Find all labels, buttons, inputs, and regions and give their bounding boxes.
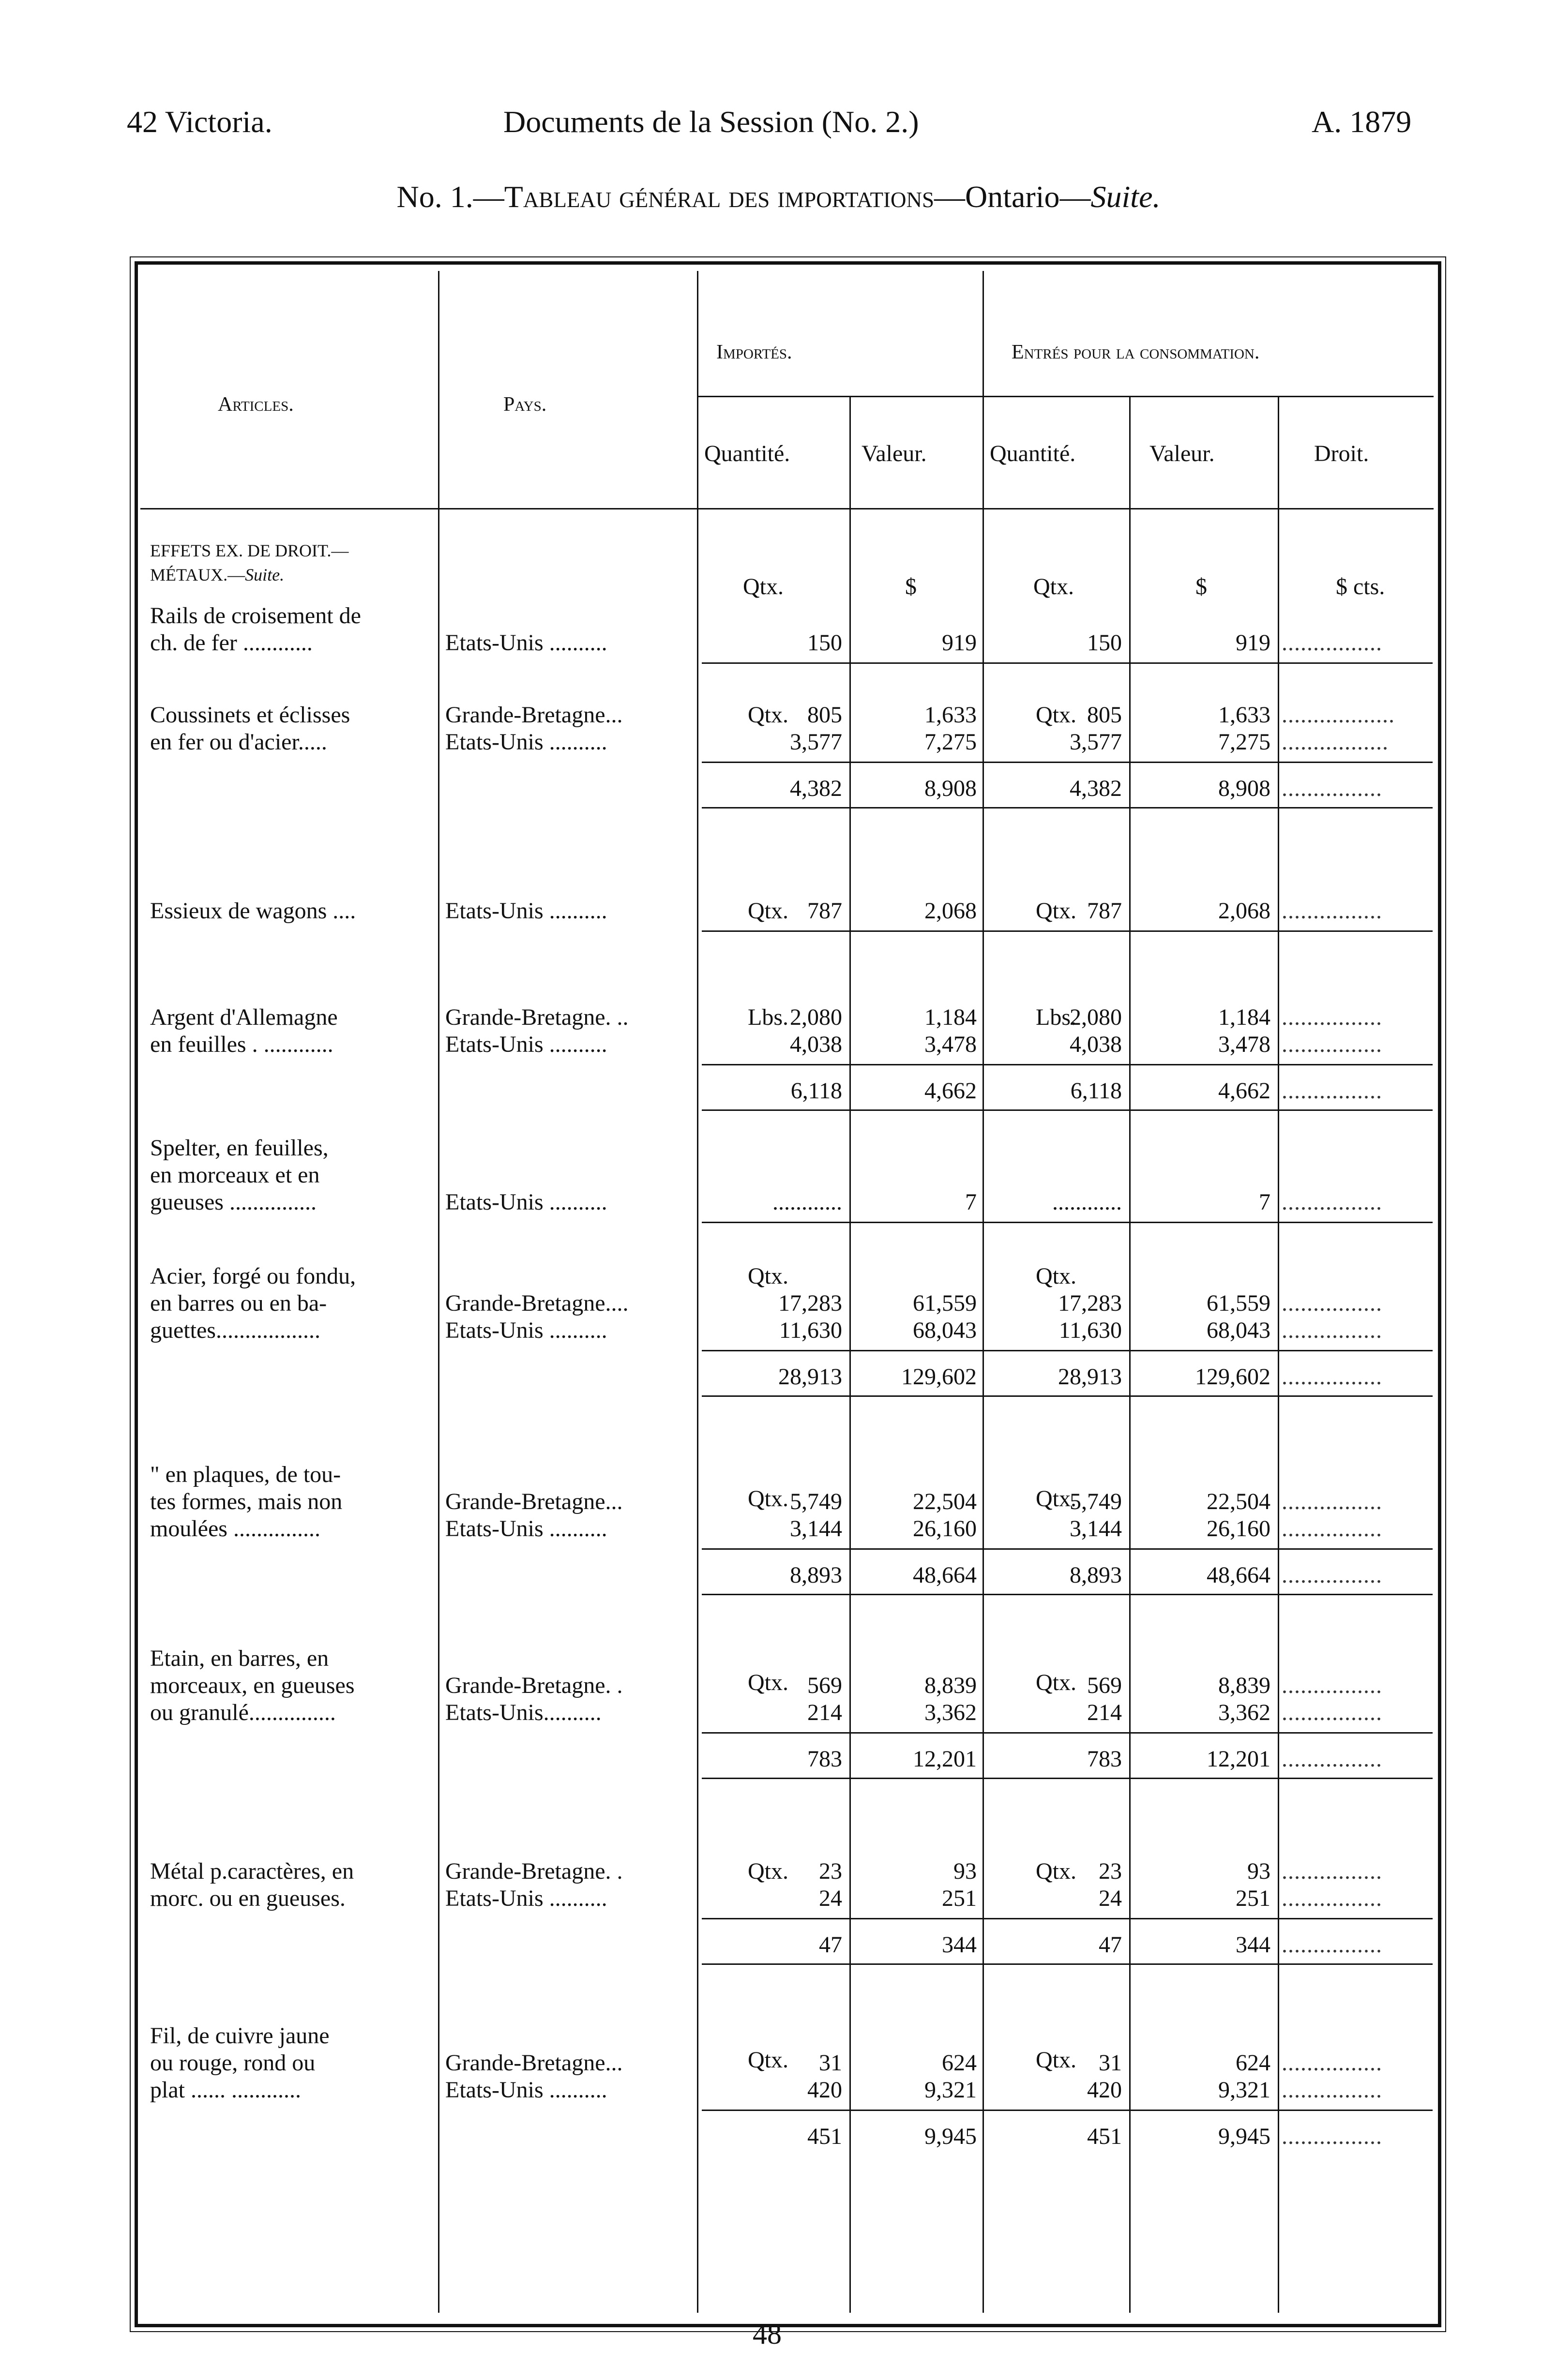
cell-total-imported-value: 9,945 [924,2124,977,2149]
unit-label: Qtx. [748,1263,788,1289]
cell-entered-quantity: 3,577 [1070,729,1122,755]
cell-imported-quantity: 23 [819,1858,842,1884]
table-title-text: Tableau général des importations [504,180,935,214]
cell-total-imported-quantity: 4,382 [790,776,842,801]
header-right: A. 1879 [1312,105,1412,139]
cell-imported-quantity: ............ [772,1189,842,1215]
unit-imp-dollar: $ [905,574,917,599]
cell-imported-value: 919 [942,630,977,656]
cell-imported-value: 26,160 [913,1516,977,1542]
unit-ent-qtx: Qtx. [1033,574,1074,599]
article-label: morc. ou en gueuses. [150,1886,346,1911]
cell-imported-quantity: 214 [807,1700,842,1725]
cell-entered-value: 7 [1259,1189,1270,1215]
cell-imported-value: 1,633 [924,702,977,728]
group-rule [702,1963,1433,1965]
cell-duty: ................ [1282,1032,1382,1057]
table-title-province: —Ontario— [934,180,1091,214]
col-divider-5 [1129,397,1131,2313]
cell-total-entered-quantity: 6,118 [1070,1078,1122,1104]
cell-total-duty: ................ [1282,1932,1382,1958]
cell-total-entered-quantity: 8,893 [1070,1562,1122,1588]
cell-imported-quantity: 569 [807,1673,842,1698]
section-subheading [150,561,284,588]
cell-total-imported-quantity: 47 [819,1932,842,1958]
cell-total-entered-value: 344 [1236,1932,1270,1958]
cell-imported-quantity: 11,630 [779,1317,842,1343]
cell-total-duty: ................ [1282,1562,1382,1588]
cell-entered-quantity: 17,283 [1058,1290,1122,1316]
cell-total-entered-value: 129,602 [1195,1364,1270,1390]
country-label: Grande-Bretagne... [445,702,623,728]
cell-total-entered-quantity: 783 [1087,1746,1122,1772]
header-rule-mid [697,396,1434,397]
cell-total-imported-quantity: 6,118 [790,1078,842,1104]
cell-entered-quantity: 569 [1087,1673,1122,1698]
unit-label: Qtx. [748,1670,788,1695]
cell-total-imported-value: 12,201 [913,1746,977,1772]
cell-total-entered-value: 9,945 [1218,2124,1270,2149]
cell-duty: ................ [1282,1189,1382,1215]
cell-entered-quantity: 11,630 [1058,1317,1122,1343]
country-label: Grande-Bretagne.... [445,1290,629,1316]
country-label: Grande-Bretagne... [445,2050,623,2076]
article-label: Acier, forgé ou fondu, [150,1263,356,1289]
col-header-valeur: Valeur. [862,441,927,466]
cell-imported-value: 93 [953,1858,977,1884]
col-divider-1 [438,271,439,2313]
col-divider-6 [1278,397,1279,2313]
unit-label: Qtx. [748,898,788,924]
cell-imported-quantity: 5,749 [790,1489,842,1514]
country-label: Etats-Unis .......... [445,898,607,924]
col-header-quantite: Quantité. [704,441,790,466]
header-center: Documents de la Session (No. 2.) [503,105,919,139]
cell-imported-quantity: 3,144 [790,1516,842,1542]
cell-total-duty: ................ [1282,1078,1382,1104]
cell-entered-value: 8,839 [1218,1673,1270,1698]
subtotal-rule [702,1064,1433,1065]
subtotal-rule [702,1732,1433,1734]
article-label: en barres ou en ba- [150,1290,327,1316]
country-label: Etats-Unis .......... [445,1189,607,1215]
group-rule [702,1778,1433,1779]
col-header-droit: Droit. [1314,441,1369,466]
article-label: tes formes, mais non [150,1489,343,1514]
section-subheading-suite: Suite. [245,565,285,584]
cell-entered-quantity: 214 [1087,1700,1122,1725]
unit-label: Qtx. [748,1486,788,1512]
group-rule [702,1594,1433,1595]
article-label: Argent d'Allemagne [150,1004,338,1030]
cell-total-imported-quantity: 783 [807,1746,842,1772]
cell-imported-value: 61,559 [913,1290,977,1316]
cell-total-imported-quantity: 8,893 [790,1562,842,1588]
cell-entered-value: 251 [1236,1886,1270,1911]
cell-imported-quantity: 24 [819,1886,842,1911]
col-header-entres: Entrés pour la consommation. [1012,341,1260,363]
cell-imported-quantity: 31 [819,2050,842,2076]
cell-entered-value: 22,504 [1207,1489,1270,1514]
cell-total-duty: ................ [1282,1364,1382,1390]
unit-label: Lbs. [748,1004,788,1030]
cell-total-entered-quantity: 47 [1099,1932,1122,1958]
group-rule [702,807,1433,808]
subtotal-rule [702,1548,1433,1550]
unit-ent-dollar: $ [1195,574,1207,599]
article-label: en feuilles . ............ [150,1032,333,1057]
country-label: Grande-Bretagne... [445,1489,623,1514]
cell-entered-quantity: 24 [1099,1886,1122,1911]
country-label: Etats-Unis .......... [445,630,607,656]
cell-total-entered-quantity: 4,382 [1070,776,1122,801]
cell-total-duty: ................ [1282,1746,1382,1772]
cell-entered-quantity: 2,080 [1070,1004,1122,1030]
cell-total-entered-quantity: 28,913 [1058,1364,1122,1390]
group-rule [702,930,1433,932]
cell-imported-value: 7 [965,1189,977,1215]
table-title-dash: — [473,180,504,214]
cell-imported-quantity: 805 [807,702,842,728]
cell-entered-quantity: 3,144 [1070,1516,1122,1542]
country-label: Grande-Bretagne. . [445,1858,623,1884]
group-rule [702,1222,1433,1223]
cell-total-imported-quantity: 28,913 [778,1364,842,1390]
cell-duty: ................ [1282,1673,1382,1698]
country-label: Etats-Unis .......... [445,1516,607,1542]
cell-imported-value: 624 [942,2050,977,2076]
article-label: plat ...... ............ [150,2077,301,2103]
article-label: guettes.................. [150,1317,320,1343]
cell-duty: ................ [1282,1290,1382,1316]
cell-imported-value: 3,362 [924,1700,977,1725]
cell-imported-quantity: 2,080 [790,1004,842,1030]
article-label: ch. de fer ............ [150,630,313,656]
cell-imported-quantity: 787 [807,898,842,924]
unit-droit-dollar-cts [1336,573,1385,600]
cell-duty: ................ [1282,2050,1382,2076]
table-number: No. 1. [396,180,473,214]
unit-label: Qtx. [1036,1670,1076,1695]
cell-entered-quantity: 5,749 [1070,1489,1122,1514]
unit-imp-qtx: Qtx. [743,574,784,599]
col-divider-3 [849,397,851,2313]
article-label: ou rouge, rond ou [150,2050,316,2076]
article-label: en fer ou d'acier..... [150,729,327,755]
cell-total-entered-value: 48,664 [1207,1562,1270,1588]
col-divider-4 [983,271,984,2313]
col-divider-2 [697,271,698,2313]
cell-entered-value: 9,321 [1218,2077,1270,2103]
cell-imported-value: 8,839 [924,1673,977,1698]
country-label: Etats-Unis .......... [445,1886,607,1911]
cell-entered-quantity: 150 [1087,630,1122,656]
unit-label: Qtx. [748,702,788,728]
cell-duty: ................ [1282,1489,1382,1514]
cell-total-duty: ................ [1282,776,1382,801]
unit-label: Qtx. [1036,1858,1076,1884]
group-rule [702,662,1433,664]
article-label: moulées ............... [150,1516,320,1542]
cell-entered-quantity: 805 [1087,702,1122,728]
cell-imported-quantity: 3,577 [790,729,842,755]
cell-imported-quantity: 17,283 [778,1290,842,1316]
country-label: Etats-Unis .......... [445,1032,607,1057]
unit-label: Qtx. [1036,2047,1076,2073]
cell-entered-quantity: 787 [1087,898,1122,924]
col-header-quantite-2: Quantité. [990,441,1076,466]
unit-droit-cts: cts. [1353,574,1385,599]
unit-label: Qtx. [1036,702,1076,728]
cell-duty: ................ [1282,1700,1382,1725]
cell-imported-quantity: 4,038 [790,1032,842,1057]
cell-entered-value: 919 [1236,630,1270,656]
cell-total-entered-value: 8,908 [1218,776,1270,801]
subtotal-rule [702,2110,1433,2111]
cell-entered-value: 2,068 [1218,898,1270,924]
cell-total-imported-value: 344 [942,1932,977,1958]
article-label: Métal p.caractères, en [150,1858,354,1884]
cell-entered-value: 26,160 [1207,1516,1270,1542]
unit-droit-dollar: $ [1336,574,1347,599]
article-label: Essieux de wagons .... [150,898,356,924]
col-header-importes: Importés. [716,341,792,363]
cell-total-imported-value: 4,662 [924,1078,977,1104]
unit-label: Qtx. [1036,1486,1076,1512]
cell-duty: ................ [1282,898,1382,924]
cell-entered-value: 624 [1236,2050,1270,2076]
cell-duty: ................ [1282,1516,1382,1542]
cell-imported-value: 2,068 [924,898,977,924]
article-label: " en plaques, de tou- [150,1462,341,1487]
cell-imported-quantity: 150 [807,630,842,656]
country-label: Etats-Unis .......... [445,2077,607,2103]
unit-label: Qtx. [1036,898,1076,924]
subtotal-rule [702,1918,1433,1919]
article-label: ou granulé............... [150,1700,336,1725]
cell-duty: ................ [1282,630,1382,656]
cell-total-imported-value: 8,908 [924,776,977,801]
cell-entered-quantity: 23 [1099,1858,1122,1884]
col-header-pays: Pays. [503,393,547,416]
cell-entered-value: 1,633 [1218,702,1270,728]
country-label: Etats-Unis .......... [445,729,607,755]
cell-total-entered-quantity: 451 [1087,2124,1122,2149]
cell-imported-value: 9,321 [924,2077,977,2103]
unit-label: Qtx. [748,2047,788,2073]
article-label: Rails de croisement de [150,603,361,629]
page-number: 48 [753,2318,782,2350]
header-rule-bottom [140,508,1434,509]
cell-total-imported-value: 129,602 [901,1364,977,1390]
group-rule [702,1395,1433,1397]
cell-entered-value: 3,478 [1218,1032,1270,1057]
cell-imported-quantity: 420 [807,2077,842,2103]
cell-imported-value: 7,275 [924,729,977,755]
cell-entered-quantity: 420 [1087,2077,1122,2103]
article-label: morceaux, en gueuses [150,1673,355,1698]
article-label: gueuses ............... [150,1189,317,1215]
cell-imported-value: 22,504 [913,1489,977,1514]
country-label: Etats-Unis.......... [445,1700,602,1725]
cell-total-entered-value: 12,201 [1207,1746,1270,1772]
cell-duty: ................ [1282,1858,1382,1884]
cell-duty: ................ [1282,1004,1382,1030]
article-label: en morceaux et en [150,1162,320,1188]
cell-duty: ................ [1282,1886,1382,1911]
cell-total-imported-value: 48,664 [913,1562,977,1588]
cell-duty: ................ [1282,1317,1382,1343]
article-label: Etain, en barres, en [150,1646,329,1671]
cell-entered-value: 61,559 [1207,1290,1270,1316]
cell-entered-value: 93 [1247,1858,1270,1884]
article-label: Fil, de cuivre jaune [150,2023,330,2049]
col-header-valeur-2: Valeur. [1149,441,1215,466]
cell-total-duty: ................ [1282,2124,1382,2149]
cell-entered-value: 3,362 [1218,1700,1270,1725]
unit-label: Qtx. [748,1858,788,1884]
cell-imported-value: 1,184 [924,1004,977,1030]
col-header-articles: Articles. [218,393,294,416]
cell-entered-quantity: 31 [1099,2050,1122,2076]
section-subheading-text: MÉTAUX.— [150,565,245,584]
cell-duty: ................. [1282,729,1389,755]
country-label: Grande-Bretagne. .. [445,1004,629,1030]
cell-total-entered-value: 4,662 [1218,1078,1270,1104]
unit-label: Qtx. [1036,1263,1076,1289]
group-rule [702,1109,1433,1111]
cell-entered-quantity: ............ [1052,1189,1122,1215]
country-label: Grande-Bretagne. . [445,1673,623,1698]
cell-duty: ................ [1282,2077,1382,2103]
cell-total-imported-quantity: 451 [807,2124,842,2149]
article-label: Coussinets et éclisses [150,702,350,728]
cell-duty: .................. [1282,702,1395,728]
cell-entered-value: 1,184 [1218,1004,1270,1030]
table-title-suite: Suite. [1090,180,1161,214]
table-title [0,179,1557,215]
article-label: Spelter, en feuilles, [150,1135,329,1161]
unit-label: Lbs. [1036,1004,1076,1030]
cell-imported-value: 68,043 [913,1317,977,1343]
cell-entered-quantity: 4,038 [1070,1032,1122,1057]
cell-imported-value: 251 [942,1886,977,1911]
cell-entered-value: 68,043 [1207,1317,1270,1343]
subtotal-rule [702,762,1433,763]
cell-imported-value: 3,478 [924,1032,977,1057]
section-heading: EFFETS EX. DE DROIT.— [150,541,349,560]
header-left: 42 Victoria. [127,105,272,139]
country-label: Etats-Unis .......... [445,1317,607,1343]
cell-entered-value: 7,275 [1218,729,1270,755]
subtotal-rule [702,1350,1433,1351]
